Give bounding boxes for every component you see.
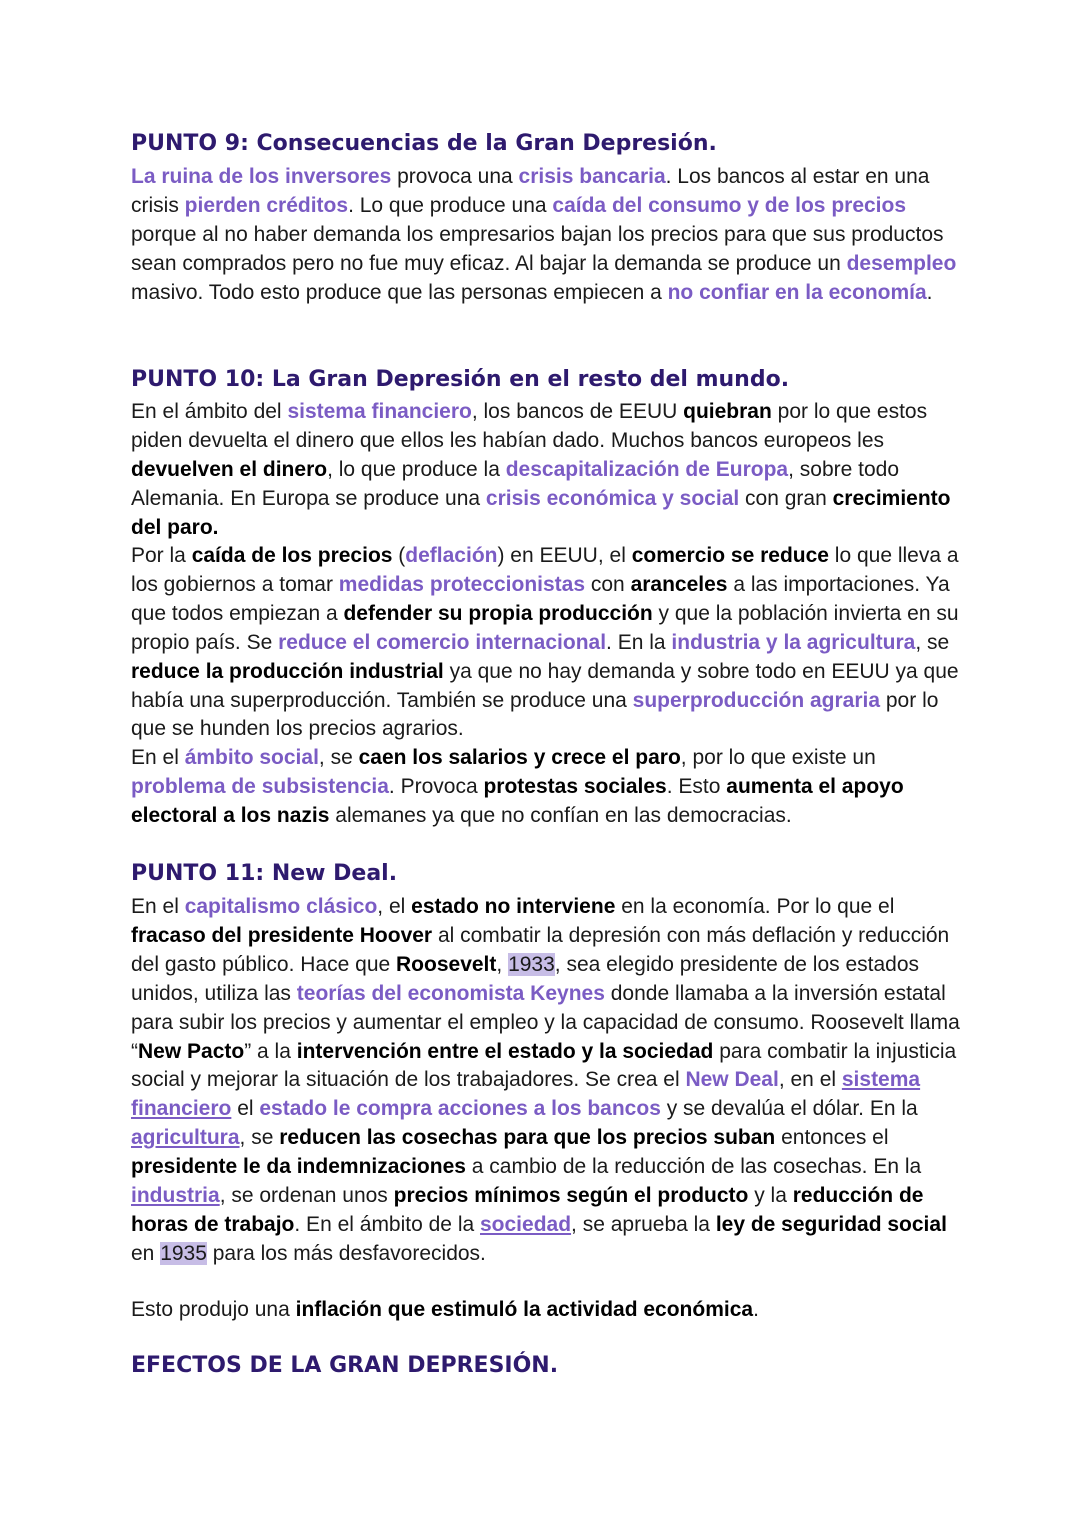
punto-11-heading: PUNTO 11: New Deal.: [131, 861, 398, 886]
text-run: , sobre todo Alemania. En Europa se produce una: [131, 457, 900, 510]
text-run: en la economía. Por lo que el: [615, 895, 895, 918]
text-run: entonces el: [775, 1126, 889, 1150]
text-run: porque al no haber demanda los empresarios bajan los precios para que sus productos sean comprados pero no fue muy eficaz. Al bajar la demanda se produce un: [131, 222, 944, 275]
text-run: a cambio de la reducción de las cosechas. En la: [465, 1155, 922, 1179]
bold-term: caen los salarios y crece el paro: [358, 746, 681, 769]
text-run: el: [231, 1097, 260, 1121]
text-run: , en el: [778, 1068, 842, 1092]
punto-10-paragraph-1: [131, 398, 961, 543]
text-run: En el: [131, 895, 185, 918]
highlighted-year: 1933: [508, 952, 555, 976]
text-run: . Esto: [666, 774, 727, 798]
punto-10-paragraph-3: [131, 744, 961, 831]
bold-term: reducción de horas de trabajo: [131, 1184, 924, 1236]
text-run: En el ámbito del: [131, 400, 288, 423]
keyword: La ruina de los inversores: [131, 165, 392, 188]
text-run: , sea elegido presidente de los estados unidos, utiliza las: [131, 952, 920, 1005]
punto-11-paragraph-1: [131, 893, 961, 1269]
punto-9-paragraph: [131, 163, 961, 308]
text-run: y se devalúa el dólar. En la: [660, 1097, 918, 1121]
bold-term: precios mínimos según el producto: [393, 1184, 749, 1208]
efectos-heading: EFECTOS DE LA GRAN DEPRESIÓN.: [131, 1353, 559, 1378]
bold-term: quiebran: [683, 400, 772, 423]
bold-term: protestas sociales: [483, 774, 667, 798]
bold-term: aumenta el apoyo electoral a los nazis: [131, 774, 904, 827]
text-run: .: [926, 280, 933, 304]
text-run: . En la: [606, 630, 672, 654]
text-run: alemanes ya que no confían en las democracias.: [329, 803, 792, 827]
text-run: para combatir la injusticia social y mejorar la situación de los trabajadores. Se crea el: [131, 1039, 957, 1092]
keyword: New Deal: [685, 1068, 779, 1092]
bold-term: devuelven el dinero: [131, 457, 328, 481]
keyword: sistema financiero: [287, 400, 472, 423]
underlined-keyword: sistema financiero: [131, 1068, 921, 1121]
text-run: Por la: [131, 544, 192, 567]
keyword: crisis económica y social: [485, 486, 740, 510]
text-run: . En el ámbito de la: [294, 1212, 480, 1236]
text-run: En el: [131, 746, 185, 769]
bold-term: defender su propia producción: [343, 601, 653, 625]
bold-term: New Pacto: [138, 1039, 245, 1063]
keyword: caída del consumo y de los precios: [552, 193, 907, 217]
bold-term: Roosevelt: [396, 952, 497, 976]
underlined-keyword: sociedad: [480, 1212, 572, 1236]
punto-11-paragraph-2: [131, 1296, 961, 1325]
text-run: por lo que se hunden los precios agrarios.: [131, 688, 939, 741]
text-run: Esto produjo una: [131, 1298, 296, 1321]
keyword: ámbito social: [184, 746, 319, 769]
underlined-keyword: industria: [131, 1184, 220, 1208]
keyword: deflación: [405, 544, 498, 567]
text-run: por lo que estos piden devuelta el dinero que ellos les habían dado. Muchos bancos europeos les: [131, 400, 928, 452]
keyword: industria y la agricultura: [671, 630, 916, 654]
text-run: en: [131, 1241, 161, 1265]
text-run: para los más desfavorecidos.: [206, 1241, 486, 1265]
text-run: , se: [239, 1126, 280, 1150]
text-run: con: [585, 572, 631, 596]
punto-9-heading: PUNTO 9: Consecuencias de la Gran Depresión.: [131, 131, 717, 156]
keyword: estado le compra acciones a los bancos: [259, 1097, 661, 1121]
text-run: y que la población invierta en su propio país. Se: [131, 601, 959, 654]
bold-term: caída de los precios: [191, 544, 393, 567]
text-run: , el: [377, 895, 412, 918]
bold-term: ley de seguridad social: [715, 1212, 947, 1236]
text-run: ,: [496, 952, 509, 976]
keyword: reduce el comercio internacional: [278, 630, 607, 654]
text-run: , lo que produce la: [327, 457, 506, 481]
punto-10-paragraph-2: [131, 542, 961, 744]
text-run: lo que lleva a los gobiernos a tomar: [131, 544, 959, 596]
keyword: no confiar en la economía: [667, 280, 927, 304]
text-run: , los bancos de EEUU: [471, 400, 684, 423]
text-run: masivo. Todo esto produce que las personas empiecen a: [131, 280, 668, 304]
keyword: pierden créditos: [184, 193, 349, 217]
text-run: ” a la: [244, 1039, 297, 1063]
text-run: al combatir la depresión con más deflación y reducción del gasto público. Hace que: [131, 923, 950, 976]
text-run: , se aprueba la: [571, 1212, 716, 1236]
keyword: capitalismo clásico: [184, 895, 378, 918]
text-run: . Lo que produce una: [348, 193, 553, 217]
punto-10-heading: PUNTO 10: La Gran Depresión en el resto del mundo.: [131, 367, 790, 392]
bold-term: reducen las cosechas para que los precios suban: [279, 1126, 776, 1150]
text-run: con gran: [739, 486, 833, 510]
bold-term: crecimiento del paro.: [131, 486, 951, 539]
text-run: , se: [318, 746, 359, 769]
text-run: y la: [748, 1184, 793, 1208]
bold-term: estado no interviene: [411, 895, 616, 918]
keyword: desempleo: [846, 251, 957, 275]
text-run: , se ordenan unos: [219, 1184, 394, 1208]
underlined-keyword: agricultura: [131, 1126, 240, 1150]
bold-term: fracaso del presidente Hoover: [131, 923, 433, 947]
text-run: . Provoca: [388, 774, 484, 798]
text-run: ya que no hay demanda y sobre todo en EEUU ya que había una superproducción. También se produce una: [131, 659, 959, 712]
text-run: (: [392, 544, 406, 567]
keyword: crisis bancaria: [518, 165, 666, 188]
bold-term: inflación que estimuló la actividad económica: [295, 1298, 754, 1321]
bold-term: reduce la producción industrial: [131, 659, 444, 683]
bold-term: comercio se reduce: [631, 544, 829, 567]
keyword: teorías del economista Keynes: [296, 981, 605, 1005]
bold-term: presidente le da indemnizaciones: [131, 1155, 466, 1179]
keyword: superproducción agraria: [632, 688, 881, 712]
text-run: donde llamaba a la inversión estatal para subir los precios y aumentar el empleo y la capacidad de consumo. Roosevelt llama “: [131, 981, 960, 1063]
keyword: medidas proteccionistas: [338, 572, 586, 596]
text-run: , por lo que existe un: [680, 746, 876, 769]
text-run: .: [753, 1298, 759, 1321]
text-run: , se: [915, 630, 950, 654]
highlighted-year: 1935: [160, 1241, 207, 1265]
text-run: . Los bancos al estar en una crisis: [131, 165, 930, 217]
keyword: descapitalización de Europa: [505, 457, 789, 481]
text-run: a las importaciones. Ya que todos empiezan a: [131, 572, 950, 625]
bold-term: aranceles: [630, 572, 728, 596]
bold-term: intervención entre el estado y la sociedad: [296, 1039, 714, 1063]
text-run: ) en EEUU, el: [497, 544, 632, 567]
text-run: provoca una: [391, 165, 519, 188]
keyword: problema de subsistencia: [131, 774, 389, 798]
